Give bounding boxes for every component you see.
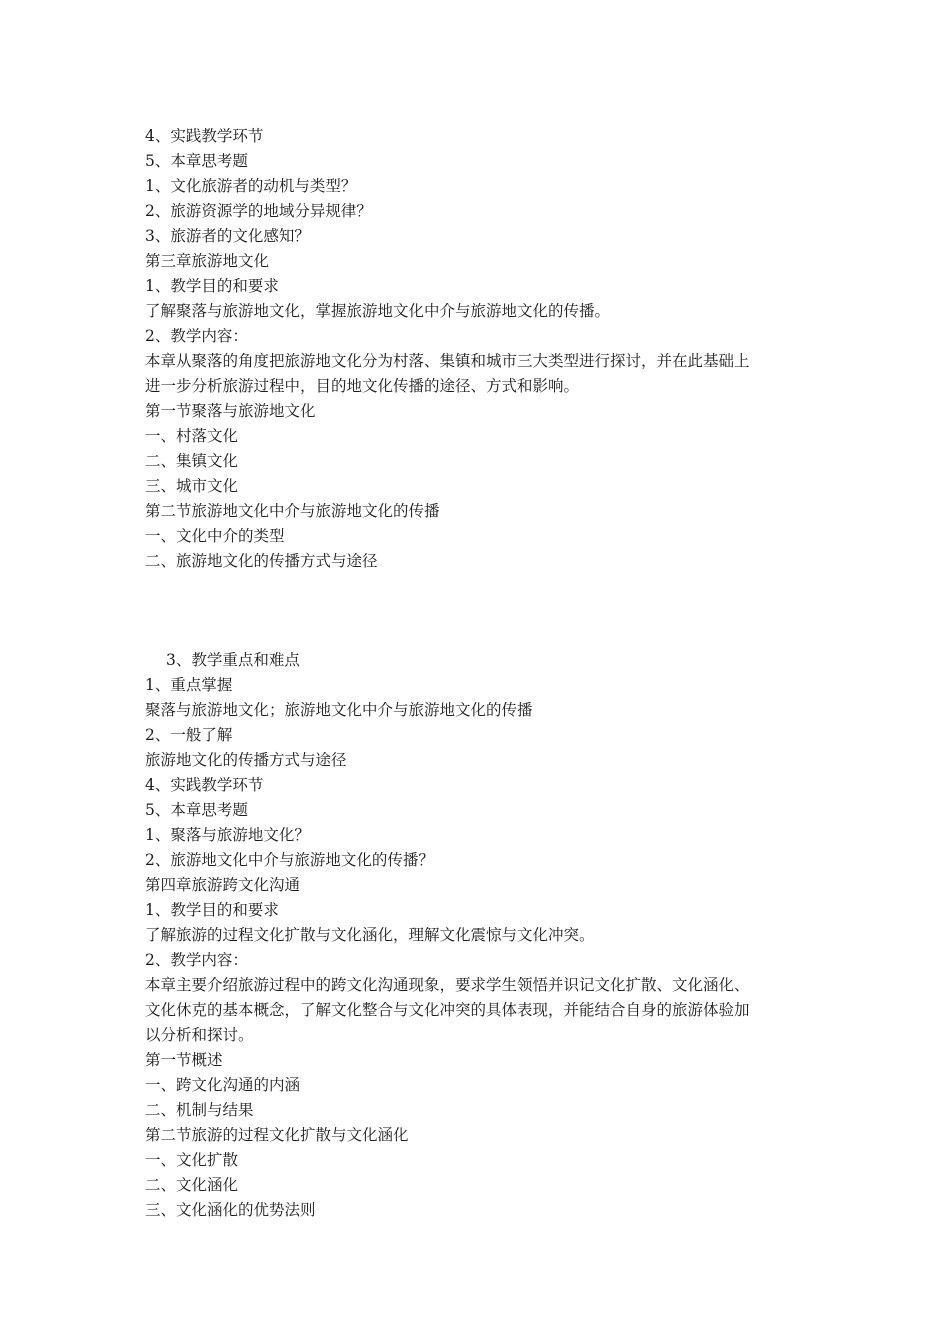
text-line: 2、旅游资源学的地域分异规律？ xyxy=(145,202,372,220)
subheading-key-points: 3、教学重点和难点 xyxy=(166,651,300,669)
document-page xyxy=(145,124,815,1223)
text-line: 聚落与旅游地文化；旅游地文化中介与旅游地文化的传播 xyxy=(145,701,533,719)
text-line: 旅游地文化的传播方式与途径 xyxy=(145,751,347,769)
text-line: 1、重点掌握 xyxy=(145,676,233,694)
paragraph-line: 文化休克的基本概念，了解文化整合与文化冲突的具体表现，并能结合自身的旅游体验加 xyxy=(145,1001,750,1019)
text-line: 三、文化涵化的优势法则 xyxy=(145,1201,316,1219)
text-line: 1、聚落与旅游地文化？ xyxy=(145,826,310,844)
text-line: 2、旅游地文化中介与旅游地文化的传播？ xyxy=(145,851,434,869)
paragraph-line: 本章主要介绍旅游过程中的跨文化沟通现象，要求学生领悟并识记文化扩散、文化涵化、 xyxy=(145,976,750,994)
section-heading: 第二节旅游地文化中介与旅游地文化的传播 xyxy=(145,502,440,520)
text-line: 一、村落文化 xyxy=(145,427,239,445)
chapter-heading: 第三章旅游地文化 xyxy=(145,252,270,270)
text-line: 一、文化扩散 xyxy=(145,1151,239,1169)
paragraph-line: 进一步分析旅游过程中，目的地文化传播的途径、方式和影响。 xyxy=(145,377,580,395)
section-heading: 第一节聚落与旅游地文化 xyxy=(145,402,316,420)
text-line: 一、跨文化沟通的内涵 xyxy=(145,1076,301,1094)
text-line: 二、集镇文化 xyxy=(145,452,239,470)
text-block-2 xyxy=(145,399,815,574)
text-line: 2、一般了解 xyxy=(145,726,233,744)
text-line: 2、教学内容： xyxy=(145,327,248,345)
text-line: 4、实践教学环节 xyxy=(145,127,264,145)
text-line: 二、旅游地文化的传播方式与途径 xyxy=(145,552,378,570)
text-line: 1、教学目的和要求 xyxy=(145,901,279,919)
text-line: 2、教学内容： xyxy=(145,951,248,969)
text-line: 一、文化中介的类型 xyxy=(145,527,285,545)
text-line: 5、本章思考题 xyxy=(145,152,248,170)
text-line: 1、文化旅游者的动机与类型？ xyxy=(145,177,357,195)
text-block-1 xyxy=(145,124,815,399)
text-line: 1、教学目的和要求 xyxy=(145,277,279,295)
section-heading: 第二节旅游的过程文化扩散与文化涵化 xyxy=(145,1126,409,1144)
section-heading: 第一节概述 xyxy=(145,1051,223,1069)
text-block-3 xyxy=(145,673,815,1048)
text-line: 二、文化涵化 xyxy=(145,1176,239,1194)
text-line: 5、本章思考题 xyxy=(145,801,248,819)
text-line: 4、实践教学环节 xyxy=(145,776,264,794)
text-line: 二、机制与结果 xyxy=(145,1101,254,1119)
chapter-heading: 第四章旅游跨文化沟通 xyxy=(145,876,301,894)
text-line: 三、城市文化 xyxy=(145,477,239,495)
text-block-4 xyxy=(145,1048,815,1223)
paragraph-line: 本章从聚落的角度把旅游地文化分为村落、集镇和城市三大类型进行探讨，并在此基础上 xyxy=(145,352,750,370)
paragraph-line: 以分析和探讨。 xyxy=(145,1026,254,1044)
text-line: 了解聚落与旅游地文化，掌握旅游地文化中介与旅游地文化的传播。 xyxy=(145,302,611,320)
text-line: 3、旅游者的文化感知？ xyxy=(145,227,310,245)
text-line: 了解旅游的过程文化扩散与文化涵化，理解文化震惊与文化冲突。 xyxy=(145,926,595,944)
blank-gap xyxy=(145,574,815,648)
